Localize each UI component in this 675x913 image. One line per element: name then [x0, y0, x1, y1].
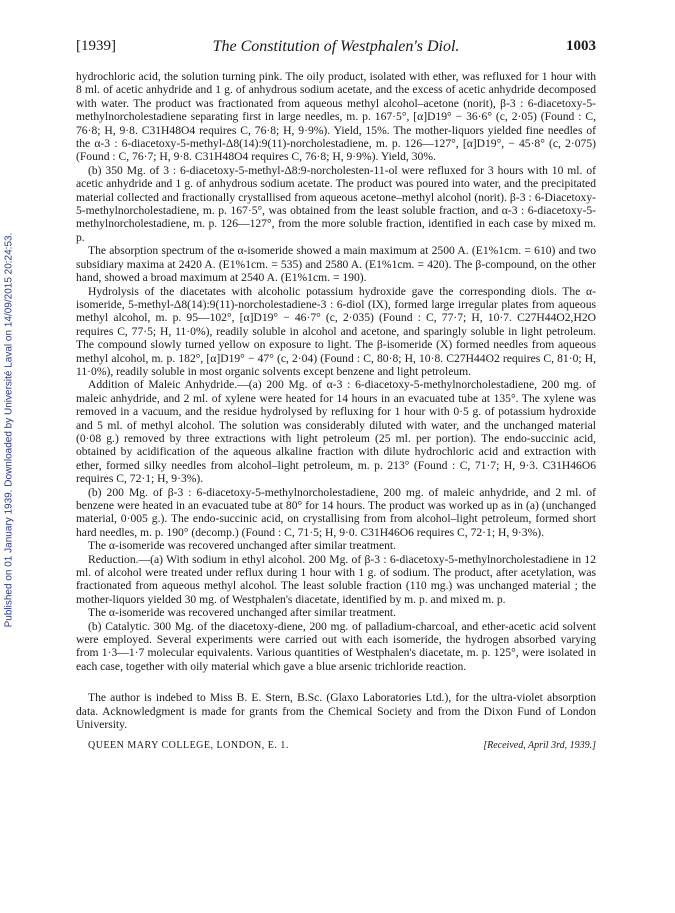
- paragraph: (b) 350 Mg. of 3 : 6-diacetoxy-5-methyl-Δ8:9-norcholesten-11-ol were refluxed for 3 hours with 10 ml. of acetic anhydride and 1 g. of anhydrous sodium acetate. The product was poured into water, and the precipitated material collected and fractionally crystallised from aqueous acetone–methyl alcohol (norit). β-3 : 6-Diacetoxy-5-methylnorcholestadiene, m. p. 167·5°, was obtained from the least soluble fraction, and α-3 : 6-diacetoxy-5-methylnorcholestadiene, m. p. 126—127°, from the more soluble fraction, identified in each case by mixed m. p.: [76, 163, 596, 244]
- paragraph: (b) Catalytic. 300 Mg. of the diacetoxy-diene, 200 mg. of palladium-charcoal, and ether-acetic acid solvent were employed. Several experiments were carried out with each isomeride, the hydrogen absorbed varying from 1·3—1·7 molecular equivalents. Various quantities of Westphalen's diacetate, m. p. 125°, were isolated in each case, together with oily material which gave a blue arsenic trichloride reaction.: [76, 619, 596, 673]
- header-title: The Constitution of Westphalen's Diol.: [212, 38, 460, 55]
- paragraph: The absorption spectrum of the α-isomeride showed a main maximum at 2500 A. (E1%1cm. = 610) and two subsidiary maxima at 2420 A. (E1%1cm. = 535) and 2580 A. (E1%1cm. = 420). The β-compound, on the other hand, showed a broad maximum at 2540 A. (E1%1cm. = 190).: [76, 244, 596, 285]
- footer: [76, 740, 596, 754]
- paragraph: Addition of Maleic Anhydride.—(a) 200 Mg. of α-3 : 6-diacetoxy-5-methylnorcholestadiene, 200 mg. of maleic anhydride, and 2 ml. of xylene were heated for 14 hours in an evacuated tube at 135°. The xylene was removed in a vacuum, and the residue hydrolysed by refluxing for 1 hour with 0·5 g. of potassium hydroxide and 5 ml. of methyl alcohol. The solution was considerably diluted with water, and the unchanged material (0·08 g.) removed by three extractions with light petroleum (25 ml. per portion). The endo-succinic acid, obtained by acidification of the aqueous alkaline fraction with dilute hydrochloric acid and extraction with ether, formed silky needles from alcohol–light petroleum, m. p. 213° (Found : C, 71·7; H, 9·3. C31H46O6 requires C, 72·1; H, 9·3%).: [76, 378, 596, 486]
- page-number: 1003: [566, 38, 596, 54]
- paragraph: The α-isomeride was recovered unchanged after similar treatment.: [88, 539, 397, 553]
- header-year: [1939]: [76, 38, 116, 54]
- article-body: [76, 70, 596, 754]
- download-watermark: [2, 150, 16, 710]
- received-date: [Received, April 3rd, 1939.]: [483, 739, 596, 751]
- paragraph: (b) 200 Mg. of β-3 : 6-diacetoxy-5-methylnorcholestadiene, 200 mg. of maleic anhydride, and 2 ml. of benzene were heated in an evacuated tube at 80° for 14 hours. The product was worked up as in (a) (unchanged material, 0·005 g.). The endo-succinic acid, on crystallising from from alcohol–light petroleum, formed short hard needles, m. p. 190° (decomp.) (Found : C, 71·5; H, 9·0. C31H46O6 requires C, 72·1; H, 9·3%).: [76, 485, 596, 539]
- institution-address: QUEEN MARY COLLEGE, LONDON, E. 1.: [88, 739, 289, 751]
- paragraph: Hydrolysis of the diacetates with alcoholic potassium hydroxide gave the corresponding diols. The α-isomeride, 5-methyl-Δ8(14):9(11)-norcholestadiene-3 : 6-diol (IX), formed large irregular plates from aqueous methyl alcohol, m. p. 95—102°, [α]D19° − 46·7° (c, 2·035) (Found : C, 77·7; H, 10·7. C27H44O2,H2O requires C, 77·5; H, 11·0%), readily soluble in alcohol and acetone, and sparingly soluble in light petroleum. The compound slowly turned yellow on exposure to light. The β-isomeride (X) formed needles from aqueous methyl alcohol, m. p. 182°, [α]D19° − 47° (c, 2·04) (Found : C, 80·8; H, 10·8. C27H44O2 requires C, 81·0; H, 11·0%), readily soluble in most organic solvents except benzene and light petroleum.: [76, 284, 596, 378]
- page-header: [76, 38, 596, 58]
- acknowledgement: The author is indebed to Miss B. E. Stern, B.Sc. (Glaxo Laboratories Ltd.), for the ultra-violet absorption data. Acknowledgment is made for grants from the Chemical Society and from the Dixon Fund of London University.: [76, 691, 596, 732]
- download-note: Published on 01 January 1939. Downloaded by Université Laval on 14/09/2015 20:24:53.: [3, 232, 15, 628]
- paragraph: The α-isomeride was recovered unchanged after similar treatment.: [88, 606, 397, 620]
- paragraph: hydrochloric acid, the solution turning pink. The oily product, isolated with ether, was refluxed for 1 hour with 8 ml. of acetic anhydride and 1 g. of anhydrous sodium acetate, and the excess of acetic anhydride decomposed with water. The product was fractionated from aqueous methyl alcohol–acetone (norit), β-3 : 6-diacetoxy-5-methylnorcholestadiene separating first in large needles, m. p. 167·5°, [α]D19° − 36·6° (c, 2·05) (Found : C, 76·8; H, 9·8. C31H48O4 requires C, 76·8; H, 9·9%). Yield, 15%. The mother-liquors yielded fine needles of the α-3 : 6-diacetoxy-5-methyl-Δ8(14):9(11)-norcholestadiene, m. p. 126—127°, [α]D19°, − 45·8° (c, 2·075) (Found : C, 76·7; H, 9·8. C31H48O4 requires C, 76·8; H, 9·9%). Yield, 30%.: [76, 70, 596, 164]
- paragraph: Reduction.—(a) With sodium in ethyl alcohol. 200 Mg. of β-3 : 6-diacetoxy-5-methylnorcholestadiene in 12 ml. of alcohol were treated under reflux during 1 hour with 1 g. of sodium. The product, after acetylation, was fractionated from aqueous methyl alcohol. The least soluble fraction (110 mg.) was unchanged material ; the mother-liquors yielded 30 mg. of Westphalen's diacetate, identified by m. p. and mixed m. p.: [76, 552, 596, 606]
